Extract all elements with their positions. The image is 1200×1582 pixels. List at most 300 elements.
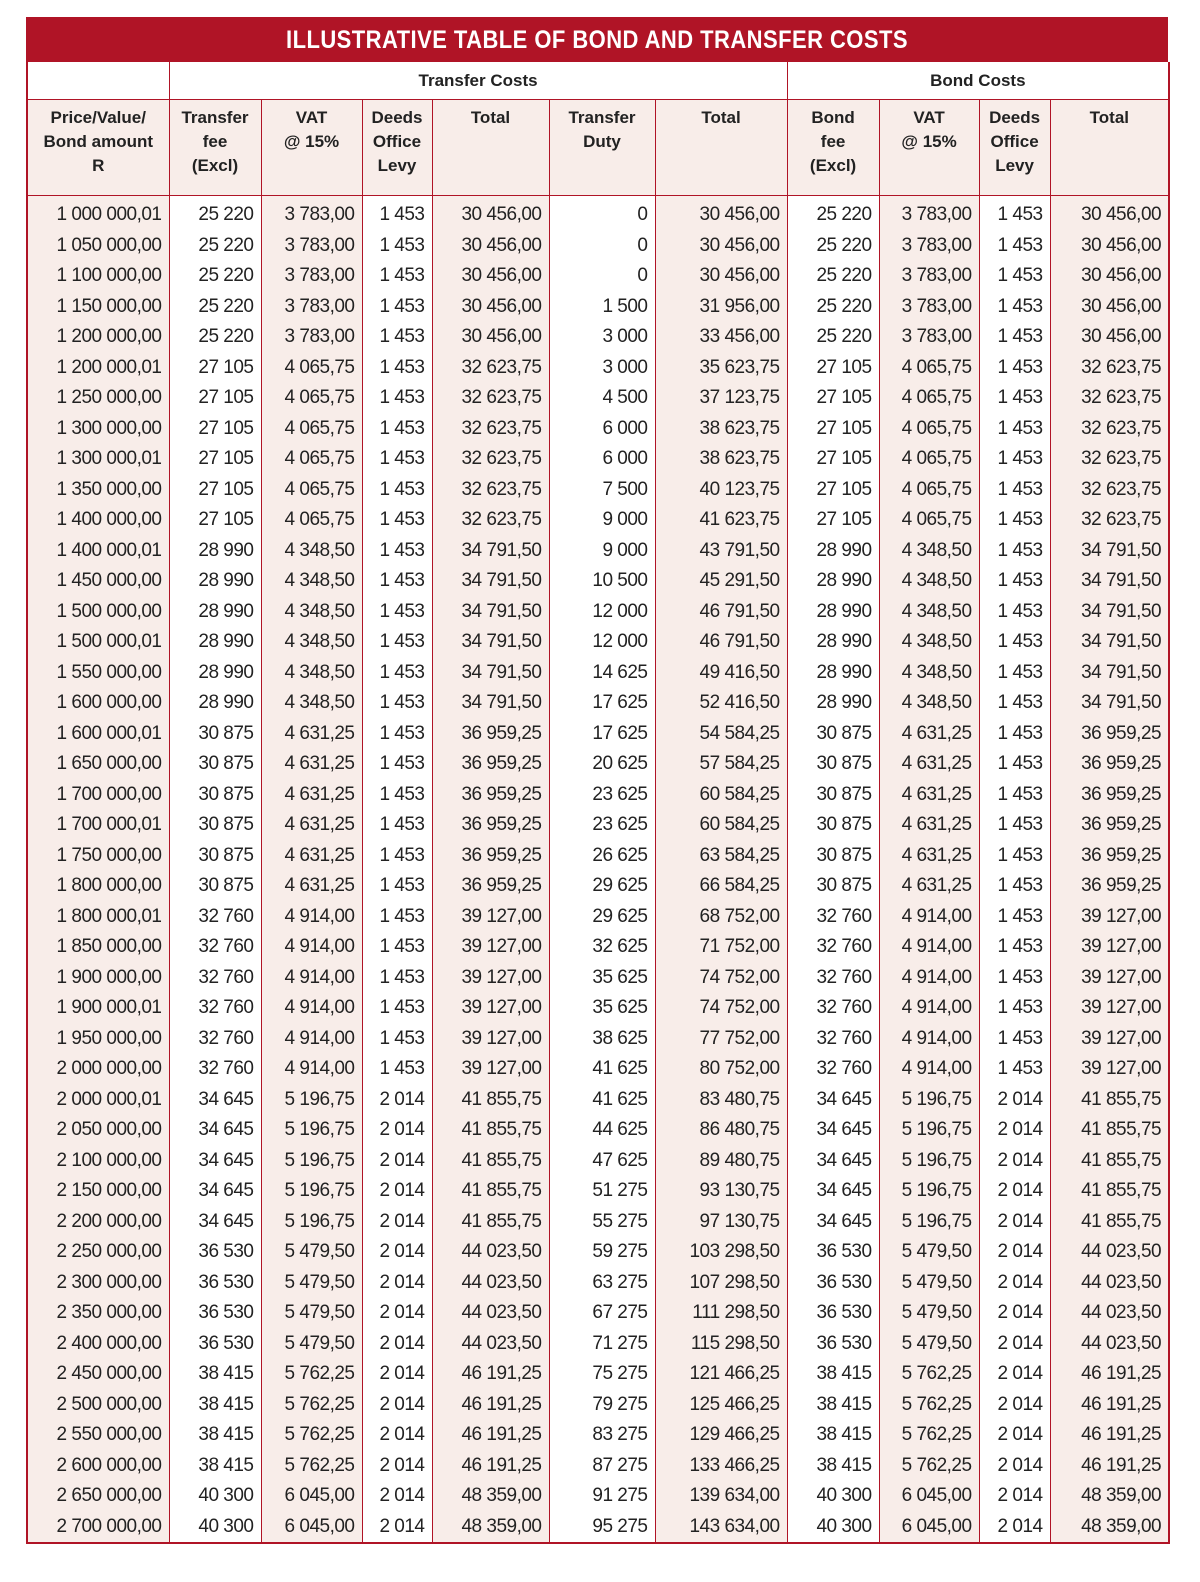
cell-transfer-fee: 27 105	[169, 505, 261, 536]
table-row	[27, 231, 1169, 262]
cell-transfer-total: 30 456,00	[432, 231, 549, 262]
cell-transfer-deeds-levy: 1 453	[362, 749, 432, 780]
cell-transfer-total: 44 023,50	[432, 1298, 549, 1329]
cell-transfer-deeds-levy: 2 014	[362, 1176, 432, 1207]
cell-bond-fee: 36 530	[787, 1268, 879, 1299]
cell-transfer-duty: 44 625	[549, 1115, 655, 1146]
cell-bond-deeds-levy: 2 014	[979, 1390, 1050, 1421]
cell-bond-vat: 4 914,00	[879, 1024, 979, 1055]
cell-bond-total: 30 456,00	[1050, 292, 1169, 323]
cell-bond-vat: 5 762,25	[879, 1390, 979, 1421]
cell-price: 1 150 000,00	[27, 292, 169, 323]
cell-bond-total: 32 623,75	[1050, 414, 1169, 445]
table-row	[27, 658, 1169, 689]
cell-bond-deeds-levy: 1 453	[979, 566, 1050, 597]
cell-transfer-deeds-levy: 1 453	[362, 1024, 432, 1055]
cell-bond-fee: 34 645	[787, 1085, 879, 1116]
cell-transfer-vat: 4 914,00	[261, 1024, 362, 1055]
cell-transfer-duty: 35 625	[549, 993, 655, 1024]
cell-transfer-deeds-levy: 1 453	[362, 414, 432, 445]
cell-grand-total: 49 416,50	[655, 658, 787, 689]
cell-bond-total: 44 023,50	[1050, 1268, 1169, 1299]
cell-transfer-fee: 38 415	[169, 1451, 261, 1482]
column-header-line: Levy	[377, 156, 417, 175]
cell-bond-fee: 32 760	[787, 932, 879, 963]
cell-transfer-deeds-levy: 2 014	[362, 1481, 432, 1512]
cell-bond-total: 36 959,25	[1050, 841, 1169, 872]
group-header-bond-costs: Bond Costs	[787, 62, 1169, 100]
cell-transfer-fee: 27 105	[169, 444, 261, 475]
cell-grand-total: 31 956,00	[655, 292, 787, 323]
cell-transfer-total: 32 623,75	[432, 505, 549, 536]
cell-transfer-duty: 17 625	[549, 719, 655, 750]
cell-price: 1 650 000,00	[27, 749, 169, 780]
cell-transfer-fee: 25 220	[169, 292, 261, 323]
table-row	[27, 536, 1169, 567]
cell-bond-vat: 3 783,00	[879, 292, 979, 323]
cell-bond-fee: 36 530	[787, 1237, 879, 1268]
cell-bond-fee: 30 875	[787, 749, 879, 780]
cell-grand-total: 74 752,00	[655, 993, 787, 1024]
cell-transfer-duty: 0	[549, 261, 655, 292]
cell-transfer-duty: 23 625	[549, 810, 655, 841]
cell-bond-deeds-levy: 1 453	[979, 475, 1050, 506]
cell-price: 1 400 000,00	[27, 505, 169, 536]
table-row	[27, 597, 1169, 628]
cell-transfer-total: 34 791,50	[432, 658, 549, 689]
cell-transfer-fee: 25 220	[169, 261, 261, 292]
cell-transfer-fee: 32 760	[169, 993, 261, 1024]
cell-transfer-fee: 32 760	[169, 1054, 261, 1085]
cell-bond-vat: 6 045,00	[879, 1481, 979, 1512]
cell-transfer-fee: 36 530	[169, 1268, 261, 1299]
column-header-line: (Excl)	[809, 156, 857, 175]
column-header-bond-vat	[879, 100, 979, 196]
cell-transfer-deeds-levy: 2 014	[362, 1451, 432, 1482]
cell-bond-fee: 30 875	[787, 841, 879, 872]
cell-bond-vat: 5 762,25	[879, 1359, 979, 1390]
cell-price: 1 950 000,00	[27, 1024, 169, 1055]
cell-bond-fee: 38 415	[787, 1451, 879, 1482]
cell-transfer-fee: 25 220	[169, 322, 261, 353]
cell-price: 1 700 000,01	[27, 810, 169, 841]
cell-bond-deeds-levy: 2 014	[979, 1085, 1050, 1116]
cell-grand-total: 111 298,50	[655, 1298, 787, 1329]
cell-transfer-duty: 29 625	[549, 871, 655, 902]
cell-bond-vat: 4 631,25	[879, 749, 979, 780]
cell-grand-total: 30 456,00	[655, 196, 787, 231]
cell-grand-total: 33 456,00	[655, 322, 787, 353]
cell-price: 1 900 000,01	[27, 993, 169, 1024]
cell-transfer-duty: 47 625	[549, 1146, 655, 1177]
cell-transfer-vat: 5 762,25	[261, 1359, 362, 1390]
cell-price: 1 200 000,00	[27, 322, 169, 353]
table-row	[27, 1359, 1169, 1390]
cell-bond-fee: 27 105	[787, 444, 879, 475]
cell-transfer-fee: 30 875	[169, 810, 261, 841]
cell-bond-deeds-levy: 2 014	[979, 1237, 1050, 1268]
table-body	[27, 196, 1169, 1544]
cell-bond-vat: 6 045,00	[879, 1512, 979, 1544]
cell-bond-vat: 5 196,75	[879, 1115, 979, 1146]
cell-transfer-deeds-levy: 2 014	[362, 1085, 432, 1116]
cell-transfer-duty: 55 275	[549, 1207, 655, 1238]
cell-bond-total: 30 456,00	[1050, 196, 1169, 231]
cell-transfer-deeds-levy: 1 453	[362, 231, 432, 262]
cell-transfer-vat: 4 065,75	[261, 475, 362, 506]
cell-grand-total: 107 298,50	[655, 1268, 787, 1299]
table-row	[27, 1420, 1169, 1451]
cell-transfer-vat: 4 348,50	[261, 658, 362, 689]
cell-bond-total: 30 456,00	[1050, 261, 1169, 292]
cell-bond-total: 34 791,50	[1050, 566, 1169, 597]
cell-transfer-vat: 5 479,50	[261, 1268, 362, 1299]
cell-bond-deeds-levy: 1 453	[979, 719, 1050, 750]
cell-grand-total: 54 584,25	[655, 719, 787, 750]
cell-grand-total: 37 123,75	[655, 383, 787, 414]
cell-transfer-fee: 32 760	[169, 932, 261, 963]
cell-bond-deeds-levy: 2 014	[979, 1329, 1050, 1360]
cell-grand-total: 133 466,25	[655, 1451, 787, 1482]
cell-transfer-deeds-levy: 1 453	[362, 196, 432, 231]
cell-transfer-total: 46 191,25	[432, 1359, 549, 1390]
column-header-line: Deeds	[989, 108, 1041, 127]
cell-bond-vat: 4 631,25	[879, 871, 979, 902]
cell-grand-total: 74 752,00	[655, 963, 787, 994]
cell-price: 1 100 000,00	[27, 261, 169, 292]
cell-transfer-fee: 30 875	[169, 780, 261, 811]
table-row	[27, 1054, 1169, 1085]
cell-price: 1 300 000,01	[27, 444, 169, 475]
cell-grand-total: 97 130,75	[655, 1207, 787, 1238]
cell-bond-deeds-levy: 1 453	[979, 597, 1050, 628]
table-row	[27, 871, 1169, 902]
cell-bond-fee: 30 875	[787, 871, 879, 902]
cell-transfer-total: 30 456,00	[432, 196, 549, 231]
cell-bond-deeds-levy: 2 014	[979, 1268, 1050, 1299]
cell-price: 2 500 000,00	[27, 1390, 169, 1421]
cell-transfer-deeds-levy: 1 453	[362, 719, 432, 750]
cell-bond-deeds-levy: 1 453	[979, 1054, 1050, 1085]
cell-transfer-deeds-levy: 1 453	[362, 353, 432, 384]
column-header-line: Deeds	[371, 108, 423, 127]
column-header-line: Bond	[811, 108, 855, 127]
cell-transfer-fee: 34 645	[169, 1085, 261, 1116]
table-row	[27, 383, 1169, 414]
cell-transfer-total: 44 023,50	[432, 1268, 549, 1299]
cell-transfer-duty: 75 275	[549, 1359, 655, 1390]
cell-transfer-vat: 4 631,25	[261, 780, 362, 811]
table-row	[27, 780, 1169, 811]
cell-bond-deeds-levy: 1 453	[979, 261, 1050, 292]
cell-transfer-duty: 14 625	[549, 658, 655, 689]
cell-transfer-vat: 4 914,00	[261, 963, 362, 994]
column-header-transfer-fee	[169, 100, 261, 196]
table-title: ILLUSTRATIVE TABLE OF BOND AND TRANSFER COSTS	[95, 17, 1100, 62]
cell-grand-total: 93 130,75	[655, 1176, 787, 1207]
table-row	[27, 1451, 1169, 1482]
cell-price: 1 500 000,00	[27, 597, 169, 628]
cell-transfer-total: 41 855,75	[432, 1146, 549, 1177]
cell-bond-total: 48 359,00	[1050, 1481, 1169, 1512]
cell-bond-fee: 27 105	[787, 475, 879, 506]
column-header-transfer-deeds-levy	[362, 100, 432, 196]
cell-transfer-fee: 27 105	[169, 475, 261, 506]
table-row	[27, 1390, 1169, 1421]
cell-transfer-total: 44 023,50	[432, 1237, 549, 1268]
cell-grand-total: 68 752,00	[655, 902, 787, 933]
cell-transfer-fee: 34 645	[169, 1146, 261, 1177]
cell-transfer-total: 34 791,50	[432, 627, 549, 658]
column-header-row	[27, 100, 1169, 196]
cell-price: 2 200 000,00	[27, 1207, 169, 1238]
column-header-line: fee	[202, 132, 228, 151]
cell-bond-vat: 3 783,00	[879, 196, 979, 231]
cell-grand-total: 89 480,75	[655, 1146, 787, 1177]
cell-bond-deeds-levy: 1 453	[979, 963, 1050, 994]
cell-transfer-vat: 4 348,50	[261, 688, 362, 719]
cell-transfer-duty: 79 275	[549, 1390, 655, 1421]
table-row	[27, 688, 1169, 719]
cell-transfer-deeds-levy: 1 453	[362, 322, 432, 353]
cell-grand-total: 63 584,25	[655, 841, 787, 872]
cell-transfer-fee: 38 415	[169, 1359, 261, 1390]
cell-transfer-fee: 34 645	[169, 1115, 261, 1146]
column-header-line: Transfer	[568, 108, 636, 127]
cell-grand-total: 83 480,75	[655, 1085, 787, 1116]
cell-bond-vat: 4 631,25	[879, 719, 979, 750]
cell-transfer-deeds-levy: 2 014	[362, 1390, 432, 1421]
cell-bond-total: 44 023,50	[1050, 1298, 1169, 1329]
cell-grand-total: 86 480,75	[655, 1115, 787, 1146]
cell-grand-total: 38 623,75	[655, 414, 787, 445]
cell-price: 2 000 000,01	[27, 1085, 169, 1116]
cell-transfer-vat: 4 631,25	[261, 719, 362, 750]
cell-grand-total: 57 584,25	[655, 749, 787, 780]
cell-bond-total: 36 959,25	[1050, 719, 1169, 750]
cell-bond-deeds-levy: 2 014	[979, 1146, 1050, 1177]
cell-bond-fee: 36 530	[787, 1329, 879, 1360]
cell-grand-total: 71 752,00	[655, 932, 787, 963]
cell-transfer-deeds-levy: 1 453	[362, 658, 432, 689]
cell-transfer-duty: 20 625	[549, 749, 655, 780]
cost-table-container	[26, 17, 1168, 1544]
cell-bond-deeds-levy: 2 014	[979, 1512, 1050, 1544]
cell-transfer-duty: 59 275	[549, 1237, 655, 1268]
cell-transfer-deeds-levy: 1 453	[362, 444, 432, 475]
cell-transfer-total: 36 959,25	[432, 749, 549, 780]
table-row	[27, 963, 1169, 994]
cell-bond-total: 46 191,25	[1050, 1359, 1169, 1390]
cell-bond-deeds-levy: 1 453	[979, 231, 1050, 262]
table-row	[27, 414, 1169, 445]
cell-transfer-duty: 71 275	[549, 1329, 655, 1360]
cell-bond-fee: 38 415	[787, 1390, 879, 1421]
cell-transfer-fee: 30 875	[169, 841, 261, 872]
cell-bond-fee: 27 105	[787, 353, 879, 384]
table-row	[27, 810, 1169, 841]
cell-transfer-deeds-levy: 2 014	[362, 1115, 432, 1146]
table-row	[27, 1115, 1169, 1146]
cell-price: 2 600 000,00	[27, 1451, 169, 1482]
cell-transfer-fee: 38 415	[169, 1420, 261, 1451]
cell-transfer-vat: 5 479,50	[261, 1237, 362, 1268]
cell-bond-total: 41 855,75	[1050, 1115, 1169, 1146]
cell-bond-vat: 5 479,50	[879, 1268, 979, 1299]
table-row	[27, 749, 1169, 780]
cell-bond-vat: 5 196,75	[879, 1085, 979, 1116]
table-row	[27, 1512, 1169, 1544]
table-row	[27, 1085, 1169, 1116]
cell-transfer-vat: 5 479,50	[261, 1298, 362, 1329]
cell-transfer-total: 46 191,25	[432, 1451, 549, 1482]
cell-bond-fee: 32 760	[787, 1054, 879, 1085]
cell-transfer-deeds-levy: 1 453	[362, 536, 432, 567]
cell-transfer-total: 30 456,00	[432, 292, 549, 323]
cell-bond-vat: 4 914,00	[879, 902, 979, 933]
cell-bond-vat: 4 348,50	[879, 627, 979, 658]
cell-transfer-total: 46 191,25	[432, 1420, 549, 1451]
cell-bond-fee: 34 645	[787, 1115, 879, 1146]
table-row	[27, 322, 1169, 353]
cell-grand-total: 77 752,00	[655, 1024, 787, 1055]
cell-transfer-fee: 30 875	[169, 719, 261, 750]
cell-transfer-fee: 25 220	[169, 196, 261, 231]
cell-bond-deeds-levy: 1 453	[979, 841, 1050, 872]
cell-bond-fee: 34 645	[787, 1146, 879, 1177]
cell-transfer-deeds-levy: 2 014	[362, 1146, 432, 1177]
cell-bond-total: 36 959,25	[1050, 780, 1169, 811]
cell-price: 2 400 000,00	[27, 1329, 169, 1360]
cell-transfer-duty: 51 275	[549, 1176, 655, 1207]
cell-transfer-vat: 4 914,00	[261, 1054, 362, 1085]
cell-transfer-duty: 1 500	[549, 292, 655, 323]
cell-price: 1 200 000,01	[27, 353, 169, 384]
cell-transfer-total: 39 127,00	[432, 963, 549, 994]
table-row	[27, 566, 1169, 597]
cell-bond-vat: 4 631,25	[879, 841, 979, 872]
cell-transfer-deeds-levy: 1 453	[362, 902, 432, 933]
cell-transfer-vat: 4 631,25	[261, 841, 362, 872]
cell-bond-deeds-levy: 2 014	[979, 1176, 1050, 1207]
cell-transfer-duty: 4 500	[549, 383, 655, 414]
cell-bond-vat: 4 065,75	[879, 353, 979, 384]
cell-bond-deeds-levy: 1 453	[979, 505, 1050, 536]
cell-transfer-duty: 7 500	[549, 475, 655, 506]
cell-grand-total: 103 298,50	[655, 1237, 787, 1268]
cell-transfer-fee: 28 990	[169, 597, 261, 628]
cell-bond-total: 39 127,00	[1050, 1054, 1169, 1085]
cell-bond-total: 32 623,75	[1050, 444, 1169, 475]
cell-bond-fee: 28 990	[787, 566, 879, 597]
cell-transfer-vat: 5 196,75	[261, 1085, 362, 1116]
cell-bond-vat: 4 631,25	[879, 780, 979, 811]
cell-transfer-fee: 32 760	[169, 1024, 261, 1055]
cell-bond-vat: 5 196,75	[879, 1207, 979, 1238]
cell-price: 1 600 000,01	[27, 719, 169, 750]
cell-transfer-vat: 4 065,75	[261, 414, 362, 445]
cell-grand-total: 43 791,50	[655, 536, 787, 567]
cell-bond-total: 36 959,25	[1050, 810, 1169, 841]
column-header-transfer-total	[432, 100, 549, 196]
cell-grand-total: 129 466,25	[655, 1420, 787, 1451]
cell-transfer-deeds-levy: 1 453	[362, 810, 432, 841]
cell-transfer-duty: 17 625	[549, 688, 655, 719]
cell-bond-deeds-levy: 1 453	[979, 780, 1050, 811]
cell-transfer-vat: 6 045,00	[261, 1512, 362, 1544]
cell-price: 1 450 000,00	[27, 566, 169, 597]
column-header-line: Office	[372, 132, 422, 151]
cell-transfer-total: 36 959,25	[432, 719, 549, 750]
cell-bond-fee: 32 760	[787, 993, 879, 1024]
cell-transfer-total: 30 456,00	[432, 322, 549, 353]
cell-transfer-deeds-levy: 2 014	[362, 1329, 432, 1360]
cell-bond-deeds-levy: 1 453	[979, 353, 1050, 384]
cell-grand-total: 40 123,75	[655, 475, 787, 506]
cell-bond-deeds-levy: 2 014	[979, 1359, 1050, 1390]
cell-bond-vat: 4 348,50	[879, 688, 979, 719]
table-row	[27, 1024, 1169, 1055]
table-row	[27, 475, 1169, 506]
cell-bond-total: 46 191,25	[1050, 1451, 1169, 1482]
column-header-line: Total	[1089, 108, 1130, 127]
cell-transfer-vat: 5 479,50	[261, 1329, 362, 1360]
cell-price: 1 000 000,01	[27, 196, 169, 231]
cell-bond-fee: 36 530	[787, 1298, 879, 1329]
cell-transfer-vat: 3 783,00	[261, 231, 362, 262]
table-row	[27, 444, 1169, 475]
cell-grand-total: 30 456,00	[655, 261, 787, 292]
cell-transfer-duty: 38 625	[549, 1024, 655, 1055]
cell-grand-total: 46 791,50	[655, 627, 787, 658]
cell-transfer-vat: 4 348,50	[261, 566, 362, 597]
cell-transfer-duty: 3 000	[549, 353, 655, 384]
cell-transfer-fee: 28 990	[169, 658, 261, 689]
cell-transfer-deeds-levy: 1 453	[362, 505, 432, 536]
cell-grand-total: 45 291,50	[655, 566, 787, 597]
cell-bond-fee: 32 760	[787, 902, 879, 933]
table-row	[27, 627, 1169, 658]
cell-transfer-vat: 4 914,00	[261, 993, 362, 1024]
cell-bond-deeds-levy: 1 453	[979, 292, 1050, 323]
cell-bond-deeds-levy: 2 014	[979, 1420, 1050, 1451]
cell-bond-fee: 27 105	[787, 505, 879, 536]
cell-bond-deeds-levy: 1 453	[979, 627, 1050, 658]
cell-bond-fee: 32 760	[787, 963, 879, 994]
column-header-line: R	[92, 156, 105, 175]
cell-transfer-fee: 40 300	[169, 1512, 261, 1544]
cell-bond-vat: 5 196,75	[879, 1146, 979, 1177]
cell-transfer-fee: 40 300	[169, 1481, 261, 1512]
cell-bond-total: 48 359,00	[1050, 1512, 1169, 1544]
cell-transfer-total: 41 855,75	[432, 1115, 549, 1146]
cell-transfer-vat: 3 783,00	[261, 292, 362, 323]
cell-transfer-duty: 41 625	[549, 1054, 655, 1085]
cell-transfer-duty: 12 000	[549, 627, 655, 658]
cell-transfer-total: 46 191,25	[432, 1390, 549, 1421]
cell-transfer-total: 30 456,00	[432, 261, 549, 292]
cell-price: 1 300 000,00	[27, 414, 169, 445]
cell-price: 1 350 000,00	[27, 475, 169, 506]
column-header-grand-total	[655, 100, 787, 196]
cell-bond-vat: 4 065,75	[879, 444, 979, 475]
cell-transfer-total: 36 959,25	[432, 780, 549, 811]
table-row	[27, 353, 1169, 384]
column-header-line: @ 15%	[901, 132, 957, 151]
cell-transfer-total: 34 791,50	[432, 688, 549, 719]
cell-bond-deeds-levy: 2 014	[979, 1481, 1050, 1512]
cell-bond-total: 30 456,00	[1050, 231, 1169, 262]
